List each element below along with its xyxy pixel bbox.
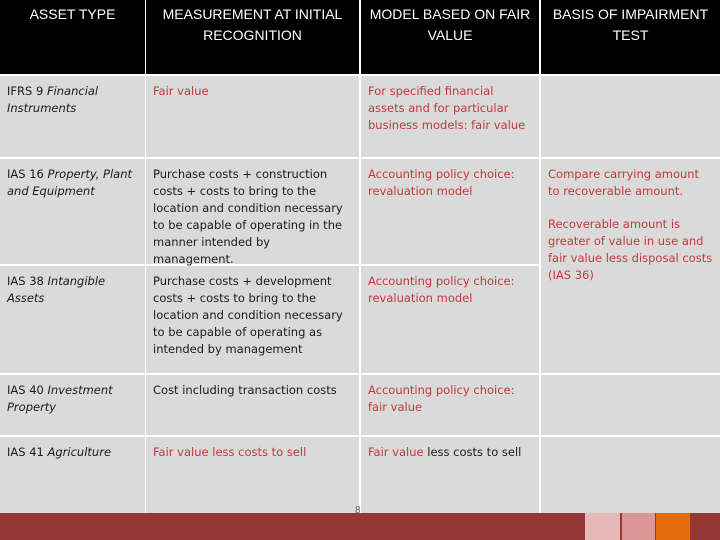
impairment-basis (541, 159, 720, 373)
row5-impairment (541, 437, 720, 513)
row5-asset (0, 437, 145, 513)
impairment-comparison: Compare carrying amount to recoverable amount. (548, 167, 700, 198)
row1-measurement: Fair value (146, 76, 359, 157)
row1-asset-standard: IFRS 9 (7, 84, 47, 98)
row1-asset-name: Financial Instruments (7, 84, 99, 115)
row4-asset-name: Investment Property (7, 383, 113, 414)
row3-asset-name: Intangible Assets (7, 274, 106, 305)
row2-model: Accounting policy choice: revaluation model (361, 159, 539, 264)
header-measurement: MEASUREMENT AT INITIAL RECOGNITION (146, 0, 359, 74)
row1-impairment (541, 76, 720, 157)
row5-measurement: Fair value less costs to sell (146, 437, 359, 513)
footer-square-orange (656, 513, 690, 540)
header-model: MODEL BASED ON FAIR VALUE (361, 0, 539, 74)
impairment-recoverable-amount: Recoverable amount is greater of value in use and fair value less disposal costs (IAS 36) (548, 217, 713, 282)
row3-measurement: Purchase costs + development costs + costs to bring to the location and condition necessary to be capable of operating as intended by management (146, 266, 359, 373)
row3-asset (0, 266, 145, 373)
row5-model-rest: less costs to sell (423, 445, 522, 459)
row4-impairment (541, 375, 720, 435)
row3-model: Accounting policy choice: revaluation model (361, 266, 539, 373)
header-asset-type: ASSET TYPE (0, 0, 145, 74)
row4-asset (0, 375, 145, 435)
footer-square-light (585, 513, 620, 540)
row1-asset (0, 76, 145, 157)
row4-measurement: Cost including transaction costs (146, 375, 359, 435)
row5-model (361, 437, 539, 513)
row4-asset-standard: IAS 40 (7, 383, 48, 397)
row2-asset-standard: IAS 16 (7, 167, 48, 181)
header-impairment: BASIS OF IMPAIRMENT TEST (541, 0, 720, 74)
footer-square-mid (622, 513, 655, 540)
page-number: 8 (355, 505, 361, 516)
row5-model-fair-value: Fair value (368, 445, 424, 459)
row5-asset-name: Agriculture (47, 445, 112, 459)
row4-model: Accounting policy choice: fair value (361, 375, 539, 435)
row2-asset (0, 159, 145, 264)
row1-model: For specified financial assets and for particular business models: fair value (361, 76, 539, 157)
row2-asset-name: Property, Plant and Equipment (7, 167, 133, 198)
row3-asset-standard: IAS 38 (7, 274, 48, 288)
row2-measurement: Purchase costs + construction costs + costs to bring to the location and condition necessary to be capable of operating in the manner intended by management. (146, 159, 359, 264)
row5-asset-standard: IAS 41 (7, 445, 48, 459)
